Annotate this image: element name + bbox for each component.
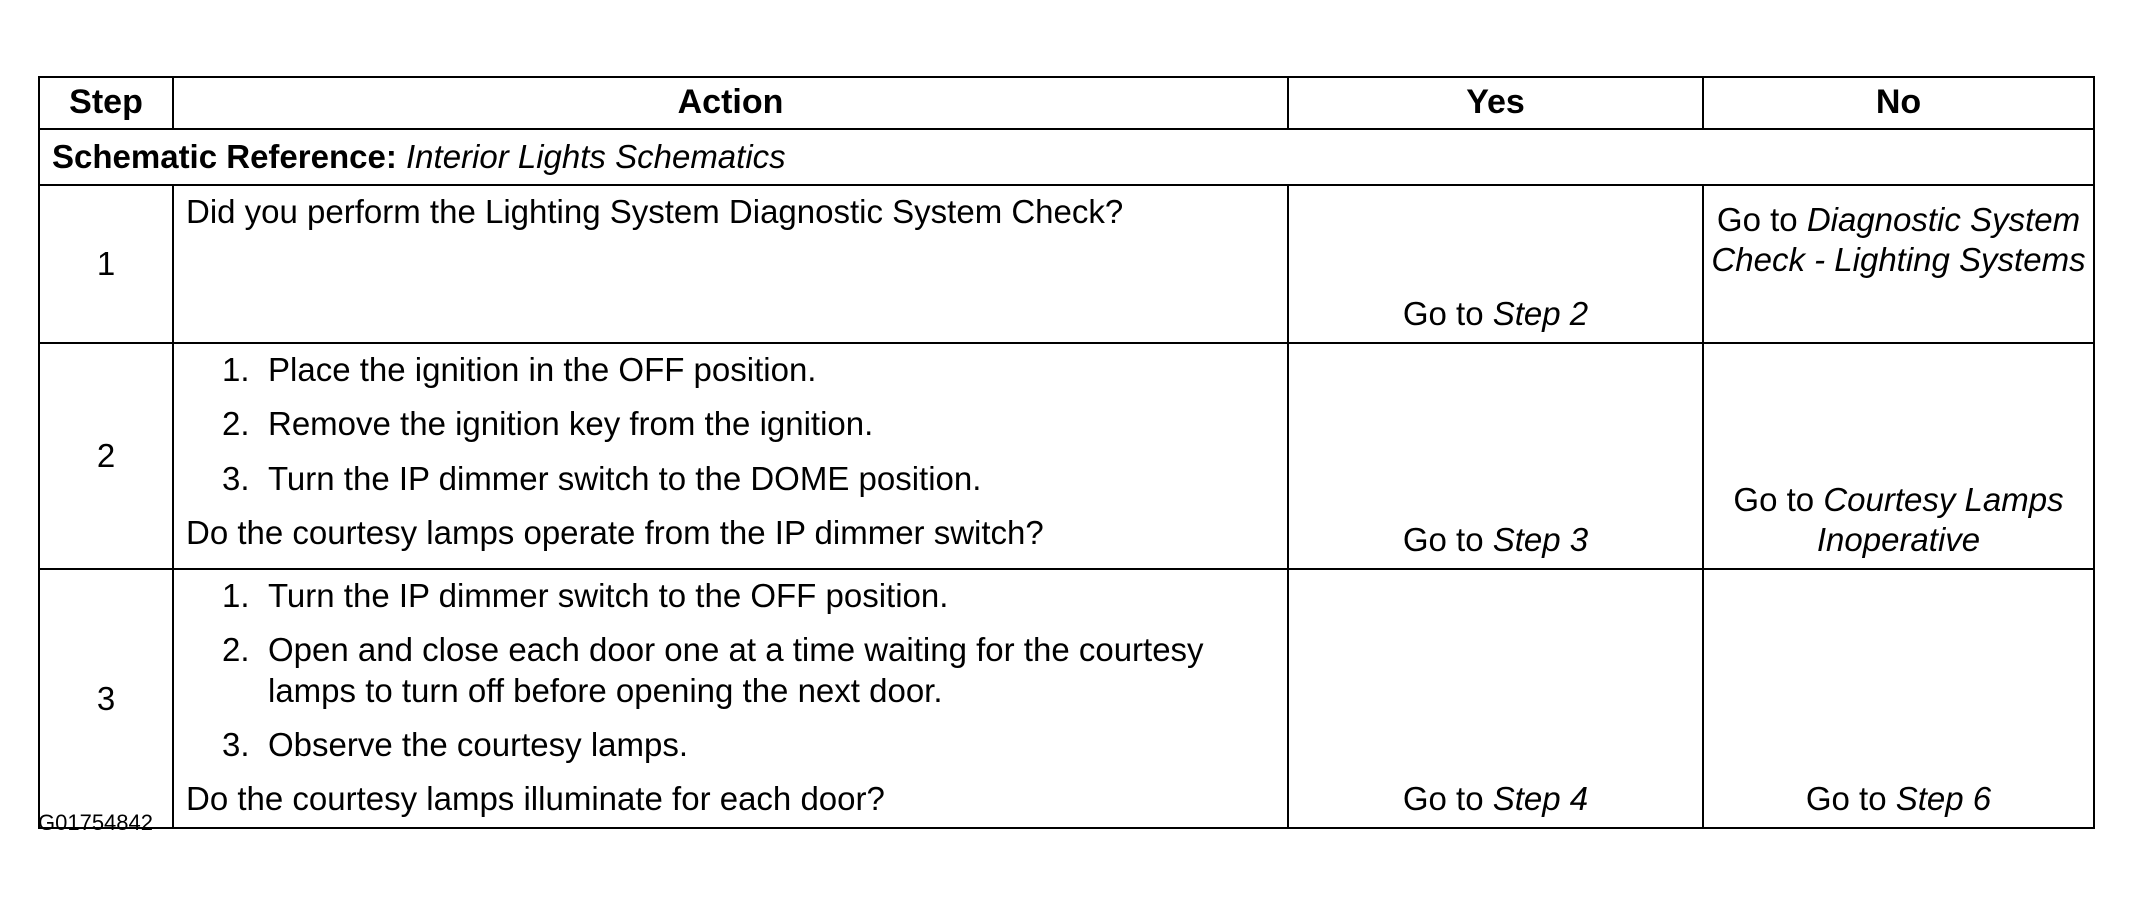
- header-row: [39, 77, 2094, 129]
- action-list-item: [186, 725, 1275, 765]
- step-number: 1: [39, 185, 173, 343]
- action-list-item: [186, 630, 1275, 711]
- action-item-text: Observe the courtesy lamps.: [268, 725, 689, 763]
- action-item-number: 1.: [222, 577, 250, 614]
- yes-link[interactable]: Step 2: [1492, 294, 1589, 332]
- diagnostic-table: [38, 76, 2095, 829]
- action-item-text: Place the ignition in the OFF position.: [268, 351, 817, 388]
- yes-cell: [1288, 343, 1703, 569]
- action-list-item: [186, 576, 1275, 616]
- no-cell: [1703, 343, 2094, 569]
- action-item-number: 1.: [222, 351, 250, 388]
- no-prefix: Go to: [1716, 201, 1807, 238]
- action-list-item: [186, 459, 1275, 499]
- action-question: Did you perform the Lighting System Diagnostic System Check?: [186, 193, 1124, 230]
- yes-prefix: Go to: [1402, 520, 1493, 558]
- action-item-number: 2.: [222, 405, 250, 443]
- action-item-number: 3.: [222, 725, 250, 763]
- yes-prefix: Go to: [1402, 780, 1493, 817]
- header-yes: Yes: [1288, 77, 1703, 129]
- action-item-text: Turn the IP dimmer switch to the OFF position.: [268, 577, 949, 614]
- schematic-reference-cell: [39, 129, 2094, 185]
- schematic-reference-link[interactable]: Interior Lights Schematics: [406, 137, 786, 175]
- yes-link[interactable]: Step 4: [1492, 780, 1589, 817]
- no-prefix: Go to: [1805, 780, 1896, 817]
- schematic-reference-row: [39, 129, 2094, 185]
- header-action: Action: [173, 77, 1288, 129]
- action-cell: [173, 185, 1288, 343]
- yes-prefix: Go to: [1402, 294, 1493, 332]
- action-cell: [173, 343, 1288, 569]
- yes-cell: [1288, 569, 1703, 828]
- no-prefix: Go to: [1733, 480, 1824, 518]
- header-no: No: [1703, 77, 2094, 129]
- action-list-item: [186, 404, 1275, 444]
- action-item-text: Open and close each door one at a time waiting for the courtesy lamps to turn off before opening the next door.: [268, 631, 1204, 709]
- yes-cell: [1288, 185, 1703, 343]
- action-item-number: 3.: [222, 459, 250, 497]
- action-list-item: [186, 350, 1275, 390]
- table-row: [39, 185, 2094, 343]
- schematic-reference-label: Schematic Reference:: [52, 137, 397, 175]
- action-item-text: Turn the IP dimmer switch to the DOME position.: [268, 459, 982, 497]
- table-row: [39, 569, 2094, 828]
- no-link[interactable]: Diagnostic System Check - Lighting Systems: [1711, 201, 2086, 279]
- yes-link[interactable]: Step 3: [1492, 520, 1589, 558]
- action-item-number: 2.: [222, 631, 250, 669]
- no-cell: [1703, 569, 2094, 828]
- no-link-continued[interactable]: Inoperative: [1816, 520, 1981, 558]
- header-step: Step: [39, 77, 173, 129]
- action-item-text: Remove the ignition key from the ignition.: [268, 405, 874, 443]
- no-cell: [1703, 185, 2094, 343]
- no-link[interactable]: Step 6: [1895, 780, 1992, 817]
- table-row: [39, 343, 2094, 569]
- step-number: 3: [39, 569, 173, 828]
- action-question: Do the courtesy lamps operate from the IP dimmer switch?: [186, 513, 1044, 551]
- figure-id: G01754842: [38, 810, 153, 835]
- action-cell: [173, 569, 1288, 828]
- no-link[interactable]: Courtesy Lamps: [1823, 480, 2064, 518]
- step-number: 2: [39, 343, 173, 569]
- action-question: Do the courtesy lamps illuminate for each door?: [186, 780, 885, 817]
